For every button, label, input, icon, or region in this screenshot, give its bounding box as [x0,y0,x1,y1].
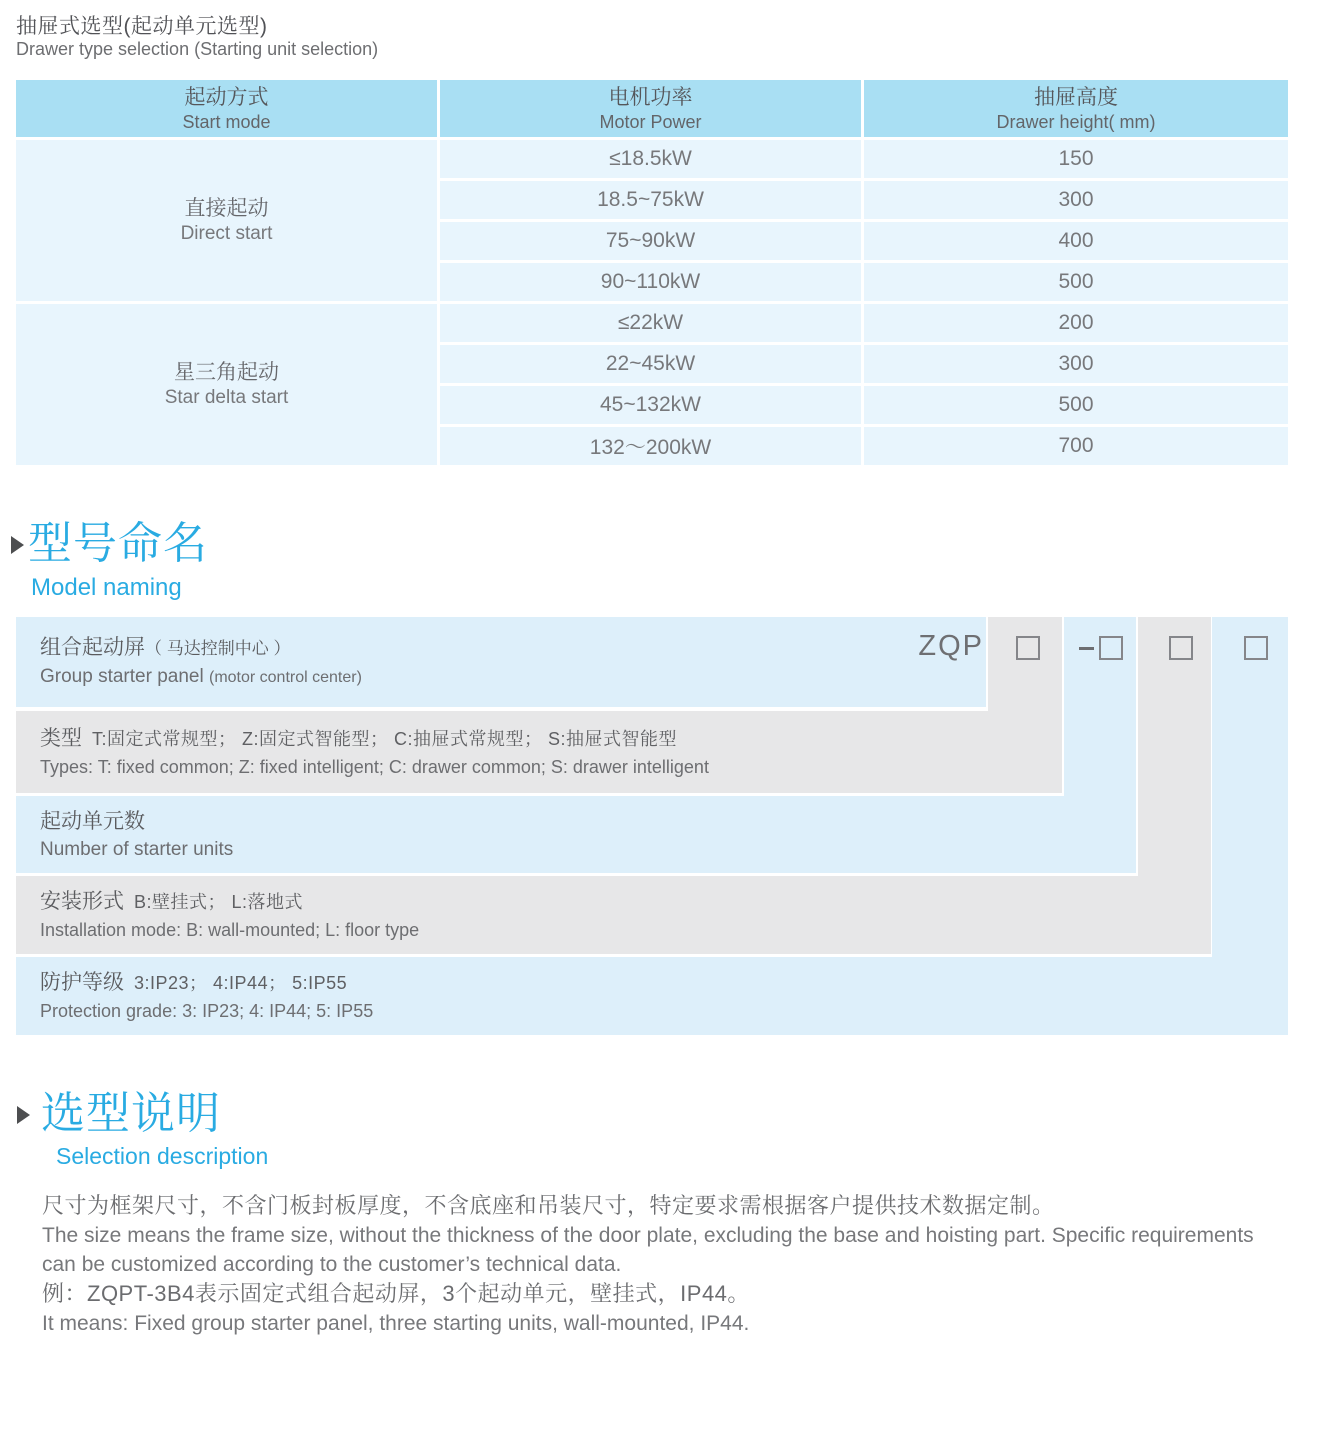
header-label-en: Start mode [182,111,271,132]
power-cell: 18.5~75kW [440,181,861,219]
placeholder-box-icon [1169,636,1193,660]
height-cell: 150 [864,140,1288,178]
diagram-row-group-starter-panel [16,617,986,707]
header-label-cn: 起动方式 [184,85,269,109]
row-detail-cn: T:固定式常规型； Z:固定式智能型； C:抽屉式常规型； S:抽屉式智能型 [92,729,678,749]
selection-description-body [42,1191,1290,1338]
mode-label-en: Direct start [180,223,273,244]
description-line: 例：ZQPT-3B4表示固定式组合起动屏，3个起动单元，壁挂式，IP44。 [42,1281,750,1306]
mode-cell-direct-start [16,140,437,301]
row-label-en: Group starter panel [40,666,204,687]
row-detail-cn: B:壁挂式； L:落地式 [134,892,304,912]
row-label-en: Installation mode: B: wall-mounted; L: floor type [40,920,420,940]
height-cell: 300 [864,181,1288,219]
row-detail-cn: 3:IP23； 4:IP44； 5:IP55 [134,973,348,993]
mode-cell-star-delta-start [16,304,437,465]
model-prefix: ZQP [918,630,984,662]
height-cell: 500 [864,386,1288,424]
row-label-cn-paren: （ 马达控制中心 ） [145,639,291,658]
page-title-en: Drawer type selection (Starting unit selection) [16,39,379,59]
mode-label-cn: 星三角起动 [174,361,279,384]
row-label-cn: 起动单元数 [40,809,145,833]
model-naming-heading-cn: 型号命名 [28,519,208,568]
power-cell: 90~110kW [440,263,861,301]
placeholder-box-icon [1099,636,1123,660]
diagram-row-starter-units [16,796,1136,873]
power-cell: 132～200kW [440,427,861,465]
description-line: It means: Fixed group starter panel, three starting units, wall-mounted, IP44. [42,1312,750,1335]
height-cell: 700 [864,427,1288,465]
section-marker-icon [11,536,24,554]
power-cell: ≤18.5kW [440,140,861,178]
header-label-en: Drawer height( mm) [996,111,1156,132]
row-label-en: Types: T: fixed common; Z: fixed intelligent; C: drawer common; S: drawer intelligent [40,757,709,777]
diagram-row-types [16,711,1062,793]
mode-label-cn: 直接起动 [184,197,269,220]
header-cell-drawer-height [864,80,1288,137]
row-label-cn: 安装形式 [40,890,124,913]
row-label-cn: 组合起动屏 [40,636,145,659]
diagram-row-protection-grade [16,957,1288,1035]
description-line: 尺寸为框架尺寸，不含门板封板厚度，不含底座和吊装尺寸，特定要求需根据客户提供技术数据定制。 [42,1193,1055,1218]
diagram-row-installation-mode [16,876,1211,954]
height-cell: 500 [864,263,1288,301]
header-cell-start-mode [16,80,437,137]
page-title-cn: 抽屉式选型(起动单元选型) [16,15,268,38]
drawer-selection-table [16,80,1288,465]
model-naming-heading-en: Model naming [31,574,182,601]
power-cell: 45~132kW [440,386,861,424]
height-cell: 300 [864,345,1288,383]
row-label-cn: 类型 [40,727,82,750]
power-cell: ≤22kW [440,304,861,342]
section-marker-icon [17,1106,30,1124]
selection-description-heading-en: Selection description [56,1143,269,1169]
header-label-cn: 电机功率 [608,85,693,109]
table-body [16,140,1288,465]
row-label-cn: 防护等级 [40,971,124,994]
row-label-en-paren: (motor control center) [208,669,362,686]
placeholder-box-icon [1244,636,1268,660]
table-header-row [16,80,1288,137]
height-cell: 400 [864,222,1288,260]
power-cell: 75~90kW [440,222,861,260]
header-label-en: Motor Power [599,111,702,132]
height-cell: 200 [864,304,1288,342]
model-naming-diagram [16,617,1288,1035]
description-line: The size means the frame size, without the thickness of the door plate, excluding the base and hoisting part. Specific requirements can be customized according to the customer’s technical data. [42,1224,1254,1276]
row-label-en: Protection grade: 3: IP23; 4: IP44; 5: IP55 [40,1001,374,1021]
row-label-en: Number of starter units [40,838,234,860]
placeholder-box-icon [1016,636,1040,660]
header-cell-motor-power [440,80,861,137]
power-cell: 22~45kW [440,345,861,383]
mode-label-en: Star delta start [164,387,289,408]
header-label-cn: 抽屉高度 [1034,85,1118,109]
selection-description-heading-cn: 选型说明 [41,1089,221,1138]
dash-separator-icon [1079,647,1094,650]
